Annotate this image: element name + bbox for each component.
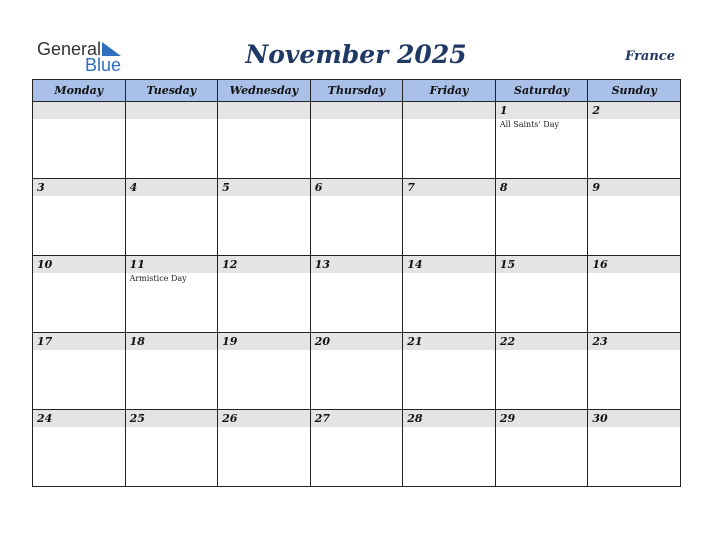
- day-number-bar: [588, 256, 680, 273]
- day-number-bar: [311, 333, 403, 350]
- day-cell[interactable]: [125, 256, 218, 333]
- day-number-bar: [588, 102, 680, 119]
- day-number: 5: [222, 181, 230, 194]
- calendar-title: November 2025: [245, 40, 467, 69]
- day-number: 9: [592, 181, 601, 194]
- day-number: 14: [407, 258, 423, 271]
- day-number: 1: [499, 104, 508, 117]
- day-number: 19: [222, 335, 238, 348]
- day-number-bar: [218, 410, 310, 427]
- day-number-bar: [403, 179, 495, 196]
- day-number: 12: [222, 258, 238, 271]
- day-cell[interactable]: [495, 333, 588, 410]
- day-cell[interactable]: [218, 179, 311, 256]
- day-cell[interactable]: [588, 102, 681, 179]
- day-cell[interactable]: [125, 333, 218, 410]
- day-number-bar: [126, 256, 218, 273]
- day-cell[interactable]: [310, 256, 403, 333]
- day-number: 18: [129, 335, 145, 348]
- day-number: 29: [499, 412, 516, 425]
- day-number-bar: [311, 179, 403, 196]
- day-cell[interactable]: [218, 410, 311, 487]
- day-cell[interactable]: [588, 256, 681, 333]
- day-number: 22: [499, 335, 516, 348]
- weekday-header: Wednesday: [218, 80, 311, 102]
- day-number: 24: [37, 412, 53, 425]
- calendar-week-row: [33, 179, 681, 256]
- logo-text-general: General: [37, 39, 102, 59]
- weekday-header: Saturday: [495, 80, 588, 102]
- day-number-bar: [496, 256, 588, 273]
- day-number-bar: [218, 102, 310, 119]
- day-number-bar: [311, 256, 403, 273]
- day-number-bar: [33, 333, 125, 350]
- day-number: 2: [592, 104, 601, 117]
- day-cell[interactable]: [588, 179, 681, 256]
- day-number-bar: [496, 102, 588, 119]
- weekday-header: Tuesday: [125, 80, 218, 102]
- day-number: 10: [37, 258, 53, 271]
- day-number: 6: [314, 181, 323, 194]
- day-cell[interactable]: [588, 410, 681, 487]
- day-number: 13: [314, 258, 330, 271]
- day-cell[interactable]: [588, 333, 681, 410]
- day-number-bar: [403, 256, 495, 273]
- day-number: 23: [592, 335, 608, 348]
- day-cell[interactable]: [33, 102, 126, 179]
- day-number-bar: [218, 179, 310, 196]
- calendar-grid: [32, 79, 681, 487]
- day-cell[interactable]: [495, 256, 588, 333]
- day-number-bar: [33, 179, 125, 196]
- holiday-label: All Saints' Day: [499, 120, 559, 129]
- weekday-header: Monday: [33, 80, 126, 102]
- day-number: 4: [129, 181, 138, 194]
- weekday-header-row: [33, 80, 681, 102]
- day-cell[interactable]: [495, 410, 588, 487]
- day-cell[interactable]: [125, 102, 218, 179]
- day-cell[interactable]: [33, 256, 126, 333]
- day-cell[interactable]: [310, 179, 403, 256]
- calendar-week-row: [33, 333, 681, 410]
- calendar-week-row: [33, 102, 681, 179]
- day-cell[interactable]: [33, 410, 126, 487]
- day-cell[interactable]: [495, 179, 588, 256]
- day-number: 16: [592, 258, 608, 271]
- day-number-bar: [496, 410, 588, 427]
- day-number-bar: [403, 333, 495, 350]
- holiday-label: Armistice Day: [129, 274, 187, 283]
- day-number-bar: [33, 102, 125, 119]
- day-number-bar: [126, 102, 218, 119]
- day-number-bar: [218, 333, 310, 350]
- day-number-bar: [33, 256, 125, 273]
- weekday-header: Friday: [403, 80, 496, 102]
- day-number-bar: [588, 333, 680, 350]
- day-number-bar: [403, 410, 495, 427]
- day-cell[interactable]: [495, 102, 588, 179]
- calendar-week-row: [33, 256, 681, 333]
- day-number-bar: [588, 179, 680, 196]
- day-number-bar: [126, 410, 218, 427]
- day-number-bar: [126, 333, 218, 350]
- country-label: France: [625, 49, 675, 64]
- day-number-bar: [588, 410, 680, 427]
- day-cell[interactable]: [218, 256, 311, 333]
- day-cell[interactable]: [218, 102, 311, 179]
- day-number: 30: [592, 412, 608, 425]
- day-number: 26: [222, 412, 238, 425]
- day-number: 7: [407, 181, 415, 194]
- day-number-bar: [218, 256, 310, 273]
- day-cell[interactable]: [310, 333, 403, 410]
- day-number-bar: [126, 179, 218, 196]
- day-cell[interactable]: [33, 179, 126, 256]
- day-number-bar: [403, 102, 495, 119]
- day-number-bar: [311, 410, 403, 427]
- day-cell[interactable]: [125, 179, 218, 256]
- day-number: 21: [407, 335, 423, 348]
- day-number: 11: [129, 258, 145, 271]
- day-number-bar: [311, 102, 403, 119]
- day-cell[interactable]: [403, 410, 496, 487]
- day-number: 8: [499, 181, 508, 194]
- day-number: 15: [499, 258, 516, 271]
- day-number: 3: [37, 181, 45, 194]
- day-number: 17: [37, 335, 53, 348]
- day-number-bar: [496, 333, 588, 350]
- day-number: 20: [314, 335, 330, 348]
- day-cell[interactable]: [218, 333, 311, 410]
- day-number-bar: [496, 179, 588, 196]
- day-number: 27: [314, 412, 330, 425]
- day-cell[interactable]: [403, 256, 496, 333]
- calendar-week-row: [33, 410, 681, 487]
- day-cell[interactable]: [403, 333, 496, 410]
- weekday-header: Sunday: [588, 80, 681, 102]
- day-cell[interactable]: [310, 410, 403, 487]
- day-cell[interactable]: [310, 102, 403, 179]
- day-cell[interactable]: [33, 333, 126, 410]
- day-cell[interactable]: [403, 102, 496, 179]
- day-cell[interactable]: [403, 179, 496, 256]
- day-number-bar: [33, 410, 125, 427]
- day-cell[interactable]: [125, 410, 218, 487]
- logo-text-blue: Blue: [85, 55, 122, 75]
- day-number: 28: [407, 412, 423, 425]
- weekday-header: Thursday: [310, 80, 403, 102]
- day-number: 25: [129, 412, 145, 425]
